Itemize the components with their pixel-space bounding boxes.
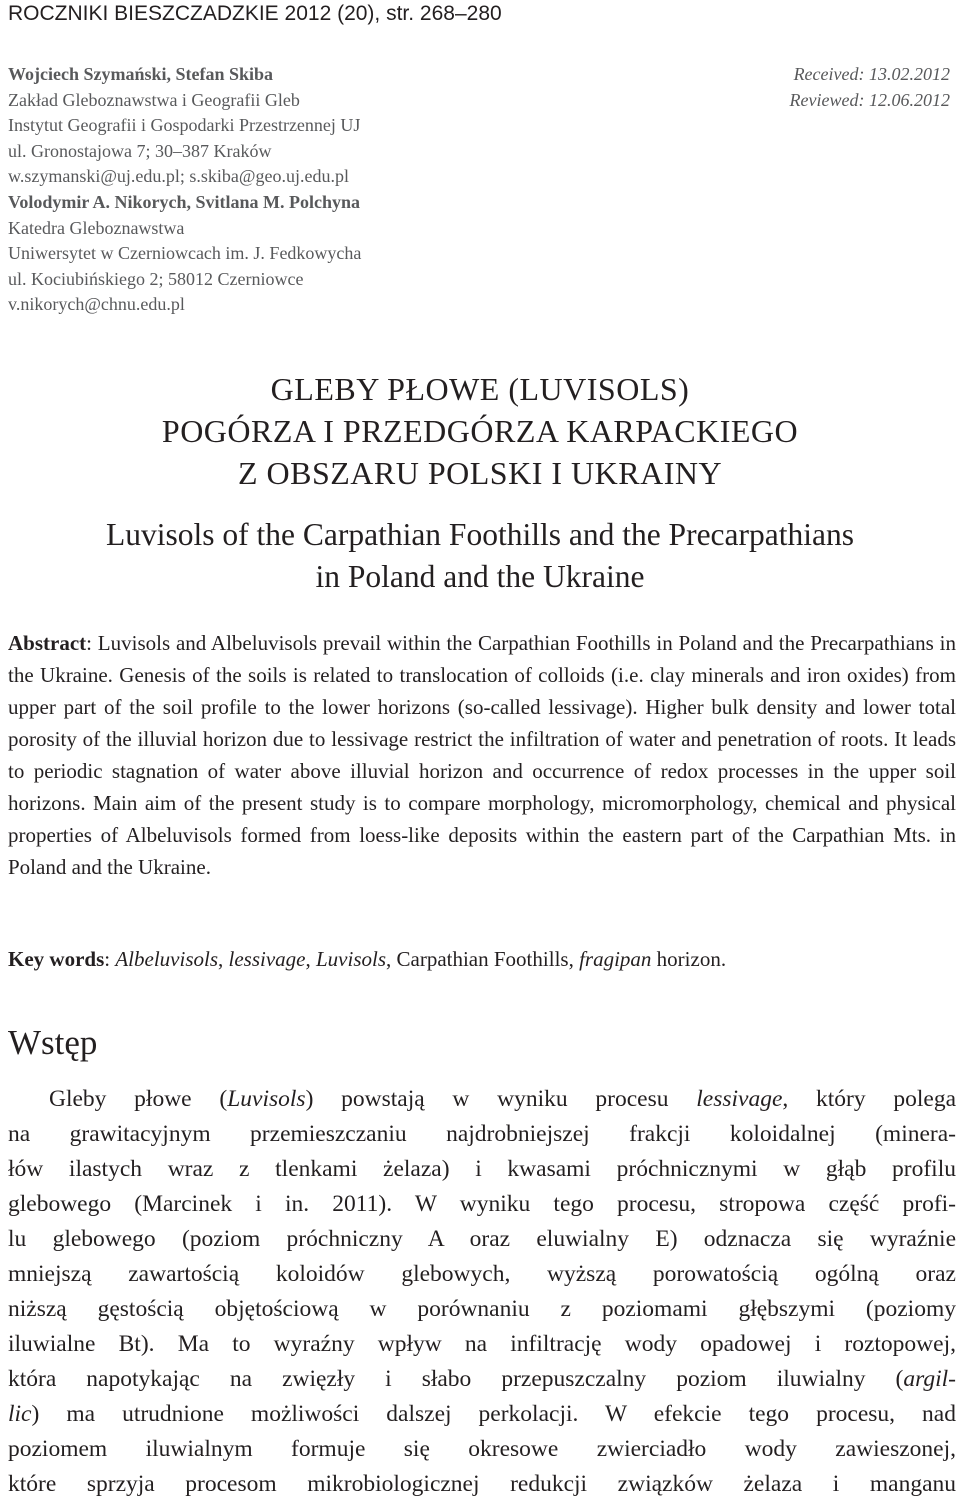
received-date: Received: 13.02.2012 xyxy=(793,64,950,84)
intro-line-11: poziomem iluwialnym formuje się okresowe zwierciadło wody zawieszonej, xyxy=(8,1436,956,1462)
intro-italic-term: argil- xyxy=(903,1366,956,1392)
intro-text-segment: Gleby płowe ( xyxy=(49,1086,228,1112)
intro-line-9 xyxy=(8,1362,956,1397)
email-1: w.szymanski@uj.edu.pl; s.skiba@geo.uj.edu.pl xyxy=(8,166,349,187)
intro-text-segment: ) powstają w wyniku procesu xyxy=(305,1086,697,1112)
affiliation-2b: Uniwersytet w Czerniowcach im. J. Fedkowycha xyxy=(8,243,362,264)
intro-text-segment: ) ma utrudnione możliwości dalszej perkolacji. W efekcie tego procesu, nad xyxy=(31,1401,956,1427)
title-en-line-2: in Poland and the Ukraine xyxy=(315,559,645,594)
affiliation-1a: Zakład Gleboznawstwa i Geografii Gleb xyxy=(8,89,300,110)
affiliation-2a: Katedra Gleboznawstwa xyxy=(8,217,185,238)
intro-line-4: glebowego (Marcinek i in. 2011). W wyniku tego procesu, stropowa część profi- xyxy=(8,1191,956,1217)
abstract-label: Abstract xyxy=(8,631,87,655)
keyword-3: Luvisols xyxy=(315,947,386,971)
intro-line-6: mniejszą zawartością koloidów glebowych, wyższą porowatością ogólną oraz xyxy=(8,1261,956,1287)
journal-header: ROCZNIKI BIESZCZADZKIE 2012 (20), str. 268–280 xyxy=(8,2,502,25)
title-polish xyxy=(0,368,960,494)
intro-italic-term: Luvisols xyxy=(227,1086,306,1112)
abstract-text: : Luvisols and Albeluvisols prevail within the Carpathian Foothills in Poland and the Precarpathians in the Ukraine. Genesis of the soils is related to translocation of colloids (i.e. clay minerals and iron oxides) from upper part of the soil profile to the lower horizons (so-called lessivage). Higher bulk density and lower total porosity of the illuvial horizon due to lessivage restrict the infiltration of water and penetration of roots. It leads to periodic stagnation of water above illuvial horizon and occurrence of redox processes in the upper soil horizons. Main aim of the present study is to compare morphology, micromorphology, chemical and physical properties of Albeluvisols formed from loess-like deposits within the eastern part of the Carpathian Mts. in Poland and the Ukraine. xyxy=(8,631,956,879)
date-block xyxy=(790,62,950,113)
intro-line-3: łów ilastych wraz z tlenkami żelaza) i kwasami próchnicznymi w głąb profilu xyxy=(8,1156,956,1182)
keyword-2: lessivage xyxy=(228,947,306,971)
title-en-line-1: Luvisols of the Carpathian Foothills and the Precarpathians xyxy=(106,517,854,552)
intro-line-12: które sprzyja procesom mikrobiologicznej redukcji związków żelaza i manganu xyxy=(8,1471,956,1497)
author-block xyxy=(8,62,361,318)
keyword-sep-3: , Carpathian Foothills, xyxy=(386,947,580,971)
abstract xyxy=(8,627,956,883)
intro-italic-term: lessivage xyxy=(696,1086,783,1112)
keyword-sep-1: , xyxy=(218,947,229,971)
section-title: Wstęp xyxy=(8,1023,98,1062)
keywords-label: Key words xyxy=(8,947,105,971)
keyword-1: Albeluvisols xyxy=(115,947,218,971)
intro-line-7: niższą gęstością objętościową w porównaniu z poziomami głębszymi (poziomy xyxy=(8,1296,956,1322)
intro-italic-term: lic xyxy=(8,1401,32,1427)
keyword-4: fragipan xyxy=(579,947,652,971)
keyword-tail: horizon. xyxy=(651,947,727,971)
intro-line-10 xyxy=(8,1397,956,1432)
author-names-2: Volodymir A. Nikorych, Svitlana M. Polchyna xyxy=(8,191,361,212)
reviewed-date: Reviewed: 12.06.2012 xyxy=(789,89,950,110)
intro-line-1 xyxy=(8,1082,956,1117)
title-pl-line-2: POGÓRZA I PRZEDGÓRZA KARPACKIEGO xyxy=(161,413,799,449)
keywords xyxy=(8,943,956,975)
address-2: ul. Kociubińskiego 2; 58012 Czerniowce xyxy=(8,268,304,289)
intro-line-5: lu glebowego (poziom próchniczny A oraz eluwialny E) odznacza się wyraźnie xyxy=(8,1226,956,1252)
title-english xyxy=(0,514,960,598)
author-names-1: Wojciech Szymański, Stefan Skiba xyxy=(8,64,274,84)
intro-line-2: na grawitacyjnym przemieszczaniu najdrobniejszej frakcji koloidalnej (minera- xyxy=(8,1121,956,1147)
intro-text-segment: która napotykając na zwięzły i słabo przepuszczalny poziom iluwialny ( xyxy=(8,1366,904,1392)
email-2: v.nikorych@chnu.edu.pl xyxy=(8,294,185,315)
keywords-colon: : xyxy=(104,947,116,971)
intro-text-segment: , który polega xyxy=(782,1086,956,1112)
intro-paragraph xyxy=(8,1082,956,1502)
title-pl-line-3: Z OBSZARU POLSKI I UKRAINY xyxy=(237,455,723,491)
keyword-sep-2: , xyxy=(305,947,316,971)
intro-line-8: iluwialne Bt). Ma to wyraźny wpływ na infiltrację wody opadowej i roztopowej, xyxy=(8,1331,956,1357)
affiliation-1b: Instytut Geografii i Gospodarki Przestrzennej UJ xyxy=(8,115,361,136)
title-pl-line-1: GLEBY PŁOWE (LUVISOLS) xyxy=(270,371,690,407)
address-1: ul. Gronostajowa 7; 30–387 Kraków xyxy=(8,140,272,161)
